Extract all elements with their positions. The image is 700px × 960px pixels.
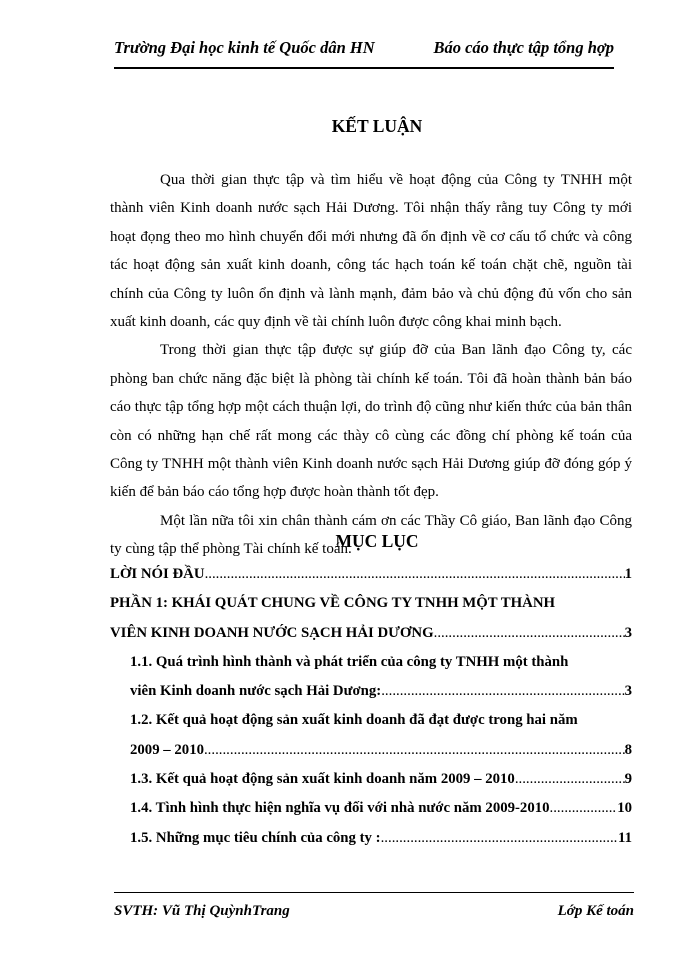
conclusion-paragraph: Trong thời gian thực tập được sự giúp đỡ của Ban lãnh đạo Công ty, các phòng ban chức năng đặc biệt là phòng tài chính kế toán. Tôi đã hoàn thành bản báo cáo thực tập tổng hợp một cách thuận lợi, do trình độ cũng như kiến thức của bản thân còn có những hạn chế rất mong các thày cô cùng các đồng chí phòng kế toán của Công ty TNHH một thành viên Kinh doanh nước sạch Hải Dương giúp đỡ đóng góp ý kiến để bản báo cáo tổng hợp được hoàn thành tốt đẹp. [110, 342, 632, 501]
toc-entry-page: 10 [617, 800, 632, 817]
conclusion-paragraph: Một lần nữa tôi xin chân thành cám ơn các Thầy Cô giáo, Ban lãnh đạo Công ty cùng tập thể phòng Tài chính kế toán. [110, 512, 632, 558]
toc-entry-label: LỜI NÓI ĐẦU [110, 566, 205, 582]
page-header [114, 38, 614, 69]
footer-student: SVTH: Vũ Thị QuỳnhTrang [114, 903, 290, 919]
toc-entry-label: 1.1. Quá trình hình thành và phát triển của công ty TNHH một thành [130, 653, 569, 670]
conclusion-title: KẾT LUẬN [331, 116, 423, 136]
toc-entry-1-1[interactable] [110, 648, 632, 707]
conclusion-paragraph: Qua thời gian thực tập và tìm hiểu về hoạt động của Công ty TNHH một thành viên Kinh doanh nước sạch Hải Dương. Tôi nhận thấy rằng tuy Công ty mới hoạt đọng theo mo hình chuyển đổi mới nhưng đã ổn định về cơ cấu tổ chức và công tác hoạt động sản xuất kinh doanh, công tác hạch toán kế toán chặt chẽ, nguồn tài chính của Công ty luôn ổn định và lành mạnh, đảm bảo và chủ động đủ vốn cho sản xuất kinh doanh, các quy định về tài chính luôn được công khai minh bạch. [110, 172, 632, 331]
toc-entry-page: 3 [624, 683, 632, 700]
toc-entry-1-3[interactable] [110, 765, 632, 794]
toc-leader-dots [205, 560, 625, 589]
toc-entry-label: 1.4. Tình hình thực hiện nghĩa vụ đối với nhà nước năm 2009-2010 [130, 800, 550, 817]
toc-leader-dots [381, 677, 624, 706]
toc-entry-preface[interactable] [110, 560, 632, 589]
toc-entry-label: PHẦN 1: KHÁI QUÁT CHUNG VỀ CÔNG TY TNHH MỘT THÀNH [110, 595, 556, 612]
toc-entry-page: 9 [624, 771, 632, 788]
page-footer [114, 892, 634, 920]
toc-leader-dots [204, 736, 625, 765]
toc-leader-dots [550, 794, 618, 823]
toc-entry-label: 1.2. Kết quả hoạt động sản xuất kinh doanh đã đạt được trong hai năm [130, 712, 578, 729]
toc-entry-page: 3 [624, 624, 632, 641]
header-report-type: Báo cáo thực tập tổng hợp [433, 38, 614, 57]
toc-entry-1-2[interactable] [110, 706, 632, 765]
toc-leader-dots [515, 765, 625, 794]
toc-entry-label: 1.5. Những mục tiêu chính của công ty : [130, 829, 381, 846]
toc-title: MỤC LỤC [335, 531, 419, 551]
toc-entry-page: 1 [624, 566, 632, 582]
toc-entry-label: 1.3. Kết quả hoạt động sản xuất kinh doanh năm 2009 – 2010 [130, 771, 515, 788]
toc-entry-label-cont: VIÊN KINH DOANH NƯỚC SẠCH HẢI DƯƠNG [110, 624, 434, 641]
header-school: Trường Đại học kinh tế Quốc dân HN [114, 38, 375, 57]
table-of-contents [110, 560, 632, 853]
toc-leader-dots [434, 619, 625, 648]
toc-entry-page: 11 [618, 829, 632, 846]
toc-entry-page: 8 [624, 741, 632, 758]
toc-leader-dots [381, 824, 618, 853]
footer-class: Lớp Kế toán [557, 903, 634, 919]
toc-entry-part-1[interactable] [110, 589, 632, 648]
conclusion-body [110, 166, 632, 564]
toc-entry-1-4[interactable] [110, 794, 632, 823]
toc-entry-1-5[interactable] [110, 824, 632, 853]
toc-entry-label-cont: 2009 – 2010 [130, 741, 204, 758]
toc-entry-label-cont: viên Kinh doanh nước sạch Hải Dương: [130, 683, 382, 700]
